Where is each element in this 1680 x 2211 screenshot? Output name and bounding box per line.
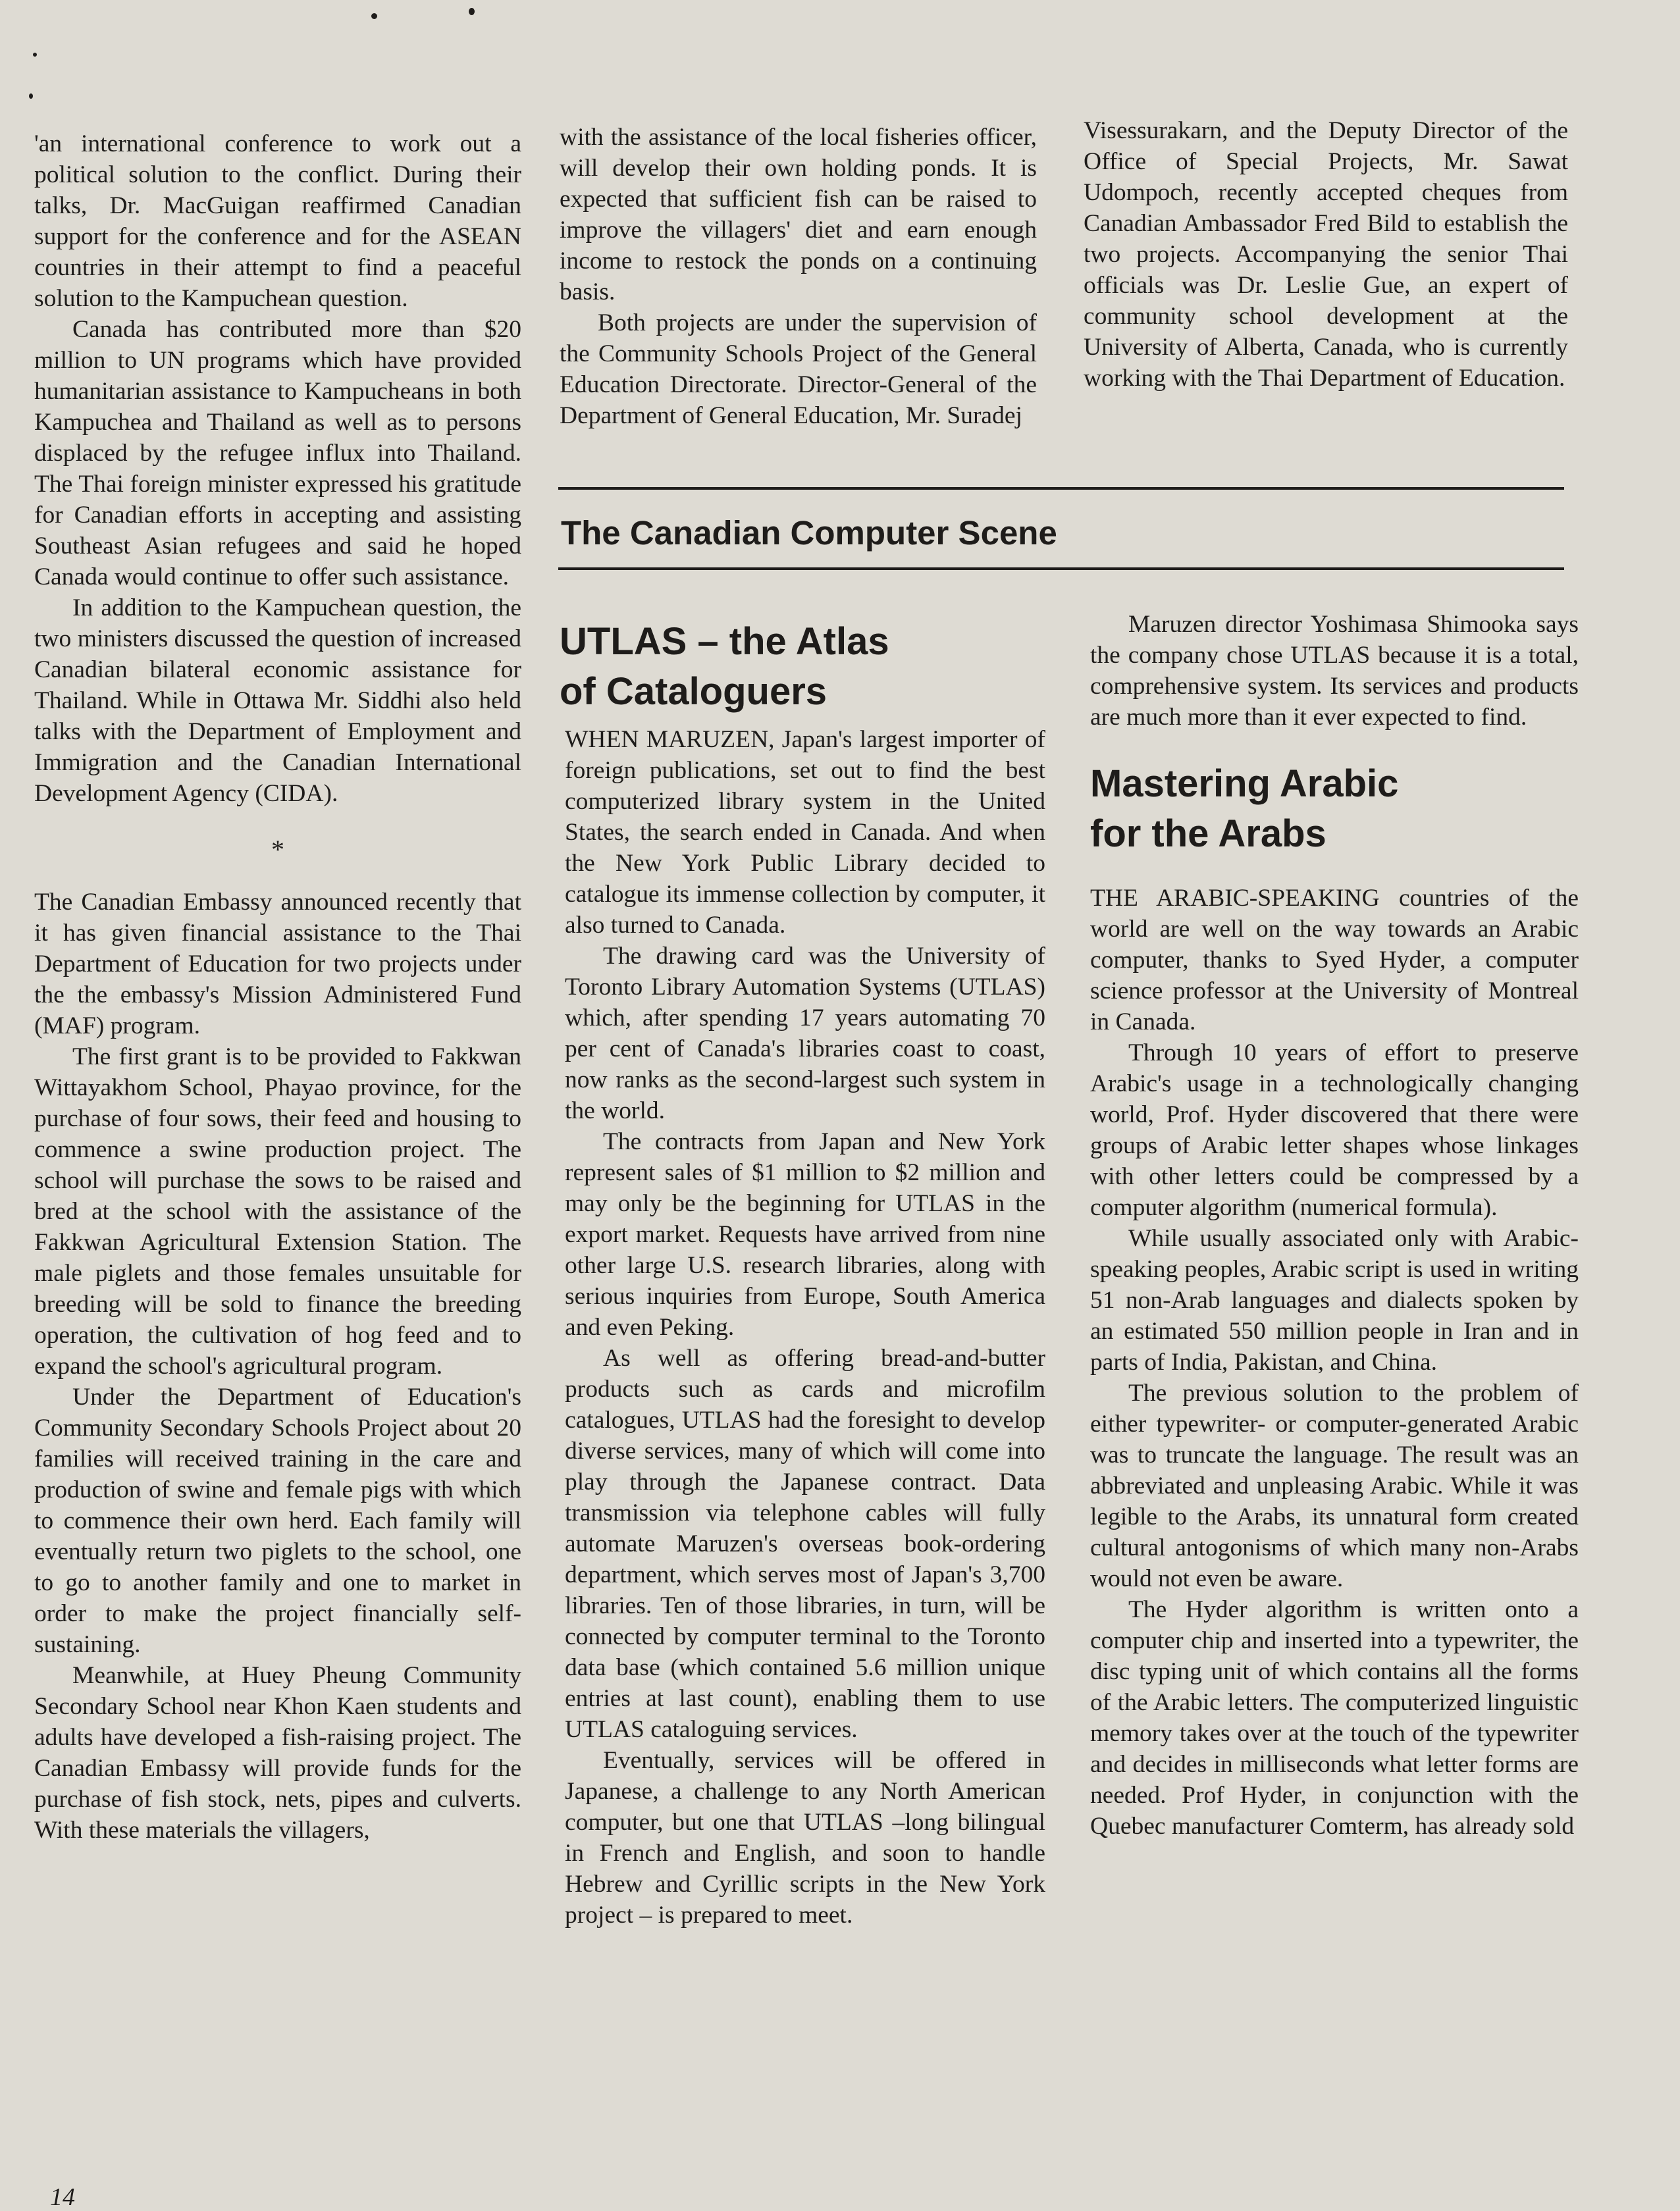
col2-paragraph-1: with the assistance of the local fisheries officer, will develop their own holding ponds. It is expected that sufficient fish can be raised to improve the villagers' diet and earn enough income to restock the ponds on a continuing basis. — [560, 124, 1037, 305]
arabic-paragraph-1: THE ARABIC-SPEAKING countries of the world are well on the way towards an Arabic computer, thanks to Syed Hyder, a computer science professor at the University of Montreal in Canada. — [1090, 885, 1579, 1035]
utlas-paragraph-4: As well as offering bread-and-butter products such as cards and microfilm catalogues, UTLAS had the foresight to develop diverse services, many of which will come into play through the Japanese contract. Data transmission via telephone cables will fully automate Maruzen's overseas book-ordering department, which serves most of Japan's 3,700 libraries. Ten of those libraries, in turn, will be connected by computer terminal to the Toronto data base (which contained 5.6 million unique entries at last count), enabling them to use UTLAS cataloguing services. — [565, 1345, 1045, 1743]
utlas-paragraph-1: WHEN MARUZEN, Japan's largest importer of foreign publications, set out to find the best computerized library system in the United States, the search ended in Canada. And when the New York Public Library decided to catalogue its immense collection by computer, it also turned to Canada. — [565, 726, 1045, 939]
section-separator-star: * — [271, 835, 284, 864]
utlas-headline-line-1: UTLAS – the Atlas — [560, 620, 889, 663]
col3-paragraph-1: Visessurakarn, and the Deputy Director of the Office of Special Projects, Mr. Sawat Udompoch, recently accepted cheques from Canadian Ambassador Fred Bild to establish the two projects. Accompanying the senior Thai officials was Dr. Leslie Gue, an expert of community school development at the University of Alberta, Canada, who is currently working with the Thai Department of Education. — [1084, 117, 1568, 392]
column-1 — [34, 128, 521, 1846]
utlas-paragraph-5: Eventually, services will be offered in Japanese, a challenge to any North American computer, but one that UTLAS –long bilingual in French and English, and soon to handle Hebrew and Cyrillic scripts in the New York project – is prepared to meet. — [565, 1747, 1045, 1929]
scan-speck — [29, 93, 33, 99]
col2-paragraph-2: Both projects are under the supervision of the Community Schools Project of the General Education Directorate. Director-General of the Department of General Education, Mr. Suradej — [560, 309, 1037, 429]
arabic-paragraph-3: While usually associated only with Arabic-speaking peoples, Arabic script is used in writing 51 non-Arab languages and dialects spoken by an estimated 550 million people in Iran and in parts of India, Pakistan, and China. — [1090, 1225, 1579, 1376]
utlas-paragraph-3: The contracts from Japan and New York represent sales of $1 million to $2 million and may only be the beginning for UTLAS in the export market. Requests have arrived from nine other large U.S. research libraries, along with serious inquiries from Europe, South America and even Peking. — [565, 1128, 1045, 1341]
col1-paragraph-2: Canada has contributed more than $20 million to UN programs which have provided humanitarian assistance to Kampucheans in both Kampuchea and Thailand as well as to persons displaced by the refugee influx into Thailand. The Thai foreign minister expressed his gratitude for Canadian efforts in accepting and assisting Southeast Asian refugees and said he hoped Canada would continue to offer such assistance. — [34, 316, 521, 590]
col1-paragraph-3: In addition to the Kampuchean question, the two ministers discussed the question of increased Canadian bilateral economic assistance for Thailand. While in Ottawa Mr. Siddhi also held talks with the Department of Employment and Immigration and the Canadian International Development Agency (CIDA). — [34, 594, 521, 807]
utlas-paragraph-2: The drawing card was the University of Toronto Library Automation Systems (UTLAS) which, after spending 17 years automating 70 per cent of Canada's libraries coast to coast, now ranks as the second-largest such system in the world. — [565, 943, 1045, 1124]
scan-speck — [469, 8, 475, 15]
arabic-headline-line-1: Mastering Arabic — [1090, 762, 1399, 805]
col1-paragraph-6: Under the Department of Education's Community Secondary Schools Project about 20 families will received training in the care and production of swine and female pigs with which to commence their own herd. Each family will eventually return two piglets to the school, one to go to another family and one to market in order to make the project financially self-sustaining. — [34, 1384, 521, 1658]
utlas-headline-line-2: of Cataloguers — [560, 670, 827, 713]
arabic-paragraph-2: Through 10 years of effort to preserve Arabic's usage in a technologically changing world, Prof. Hyder discovered that there were groups of Arabic letter shapes whose linkages with other letters could be compressed by a computer algorithm (numerical formula). — [1090, 1039, 1579, 1221]
utlas-article-body — [565, 724, 1045, 1931]
arabic-paragraph-4: The previous solution to the problem of either typewriter- or computer-generated Arabic was to truncate the language. The result was an abbreviated and unpleasing Arabic. While it was legible to the Arabs, its unnatural form created cultural antogonisms of which many non-Arabs would not even be aware. — [1090, 1380, 1579, 1592]
arabic-headline-line-2: for the Arabs — [1090, 812, 1326, 855]
utlas-paragraph-6: Maruzen director Yoshimasa Shimooka says the company chose UTLAS because it is a total, comprehensive system. Its services and products are much more than it ever expected to find. — [1090, 611, 1579, 731]
scan-speck — [371, 13, 377, 19]
arabic-paragraph-5: The Hyder algorithm is written onto a computer chip and inserted into a typewriter, the disc typing unit of which contains all the forms of the Arabic letters. The computerized linguistic memory takes over at the touch of the typewriter and decides in milliseconds what letter forms are needed. Prof Hyder, in conjunction with the Quebec manufacturer Comterm, has already sold — [1090, 1596, 1579, 1840]
column-2-top — [560, 122, 1037, 431]
col1-paragraph-7: Meanwhile, at Huey Pheung Community Secondary School near Khon Kaen students and adults have developed a fish-raising project. The Canadian Embassy will provide funds for the purchase of fish stock, nets, pipes and culverts. With these materials the villagers, — [34, 1662, 521, 1844]
scan-speck — [33, 53, 37, 57]
column-3-lower — [1090, 609, 1579, 1842]
page-number: 14 — [50, 2183, 75, 2211]
section-rule-bottom — [558, 567, 1564, 570]
column-3-top — [1084, 115, 1568, 394]
section-title: The Canadian Computer Scene — [561, 514, 1057, 552]
col1-paragraph-5: The first grant is to be provided to Fakkwan Wittayakhom School, Phayao province, for the purchase of four sows, their feed and housing to commence a swine production project. The school will purchase the sows to be raised and bred at the school with the assistance of the Fakkwan Agricultural Extension Station. The male piglets and those females unsuitable for breeding will be sold to finance the breeding operation, the cultivation of hog feed and to expand the school's agricultural program. — [34, 1043, 521, 1380]
utlas-headline — [560, 617, 1020, 717]
arabic-headline — [1090, 759, 1579, 859]
col1-paragraph-4: The Canadian Embassy announced recently that it has given financial assistance to the Thai Department of Education for two projects under the the embassy's Mission Administered Fund (MAF) program. — [34, 889, 521, 1039]
col1-paragraph-1: 'an international conference to work out a political solution to the conflict. During their talks, Dr. MacGuigan reaffirmed Canadian support for the conference and for the ASEAN countries in their attempt to find a peaceful solution to the Kampuchean question. — [34, 130, 521, 312]
section-rule-top — [558, 487, 1564, 490]
